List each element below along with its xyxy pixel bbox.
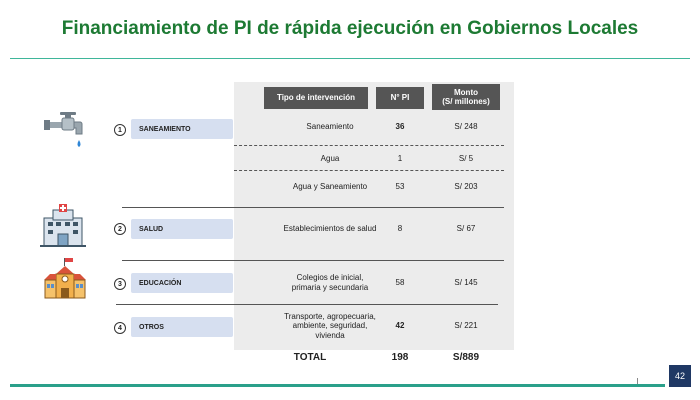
- page-number-badge: 42: [669, 365, 691, 387]
- school-icon: [44, 258, 86, 300]
- total-monto: S/889: [452, 352, 480, 363]
- hospital-icon: [40, 204, 86, 248]
- row-5-tipo-line1: Colegios de inicial,: [296, 273, 364, 283]
- row-divider-solid: [122, 207, 504, 208]
- row-divider-dashed: [234, 145, 504, 146]
- footer-tick: [637, 378, 638, 384]
- row-5-monto: S/ 145: [454, 278, 478, 288]
- row-divider-dashed: [234, 170, 504, 171]
- row-divider-solid: [116, 304, 498, 305]
- category-number-2: 2: [114, 223, 126, 235]
- row-4-tipo: Establecimientos de salud: [283, 224, 377, 234]
- row-divider-solid: [122, 260, 504, 261]
- slide-title: Financiamiento de PI de rápida ejecución en Gobiernos Locales: [61, 18, 639, 39]
- header-monto-line1: Monto: [454, 87, 478, 97]
- water-faucet-icon: [42, 112, 86, 160]
- header-monto: [432, 84, 500, 110]
- footer-divider: [10, 384, 665, 387]
- category-salud: SALUD: [131, 219, 233, 239]
- total-label: TOTAL: [293, 352, 327, 363]
- row-2-monto: S/ 5: [458, 154, 474, 164]
- row-1-monto: S/ 248: [454, 122, 478, 132]
- category-number-1: 1: [114, 124, 126, 136]
- category-saneamiento: SANEAMIENTO: [131, 119, 233, 139]
- category-educacion: EDUCACIÓN: [131, 273, 233, 293]
- header-tipo: Tipo de intervención: [264, 87, 368, 109]
- row-3-npi: 53: [395, 182, 405, 192]
- header-npi: N° PI: [376, 87, 424, 109]
- row-6-monto: S/ 221: [454, 321, 478, 331]
- row-5-tipo-line2: primaria y secundaria: [291, 283, 369, 292]
- row-1-tipo: Saneamiento: [306, 122, 354, 132]
- header-monto-line2: (S/ millones): [442, 97, 490, 106]
- row-6-tipo-line3: vivienda: [315, 330, 345, 340]
- row-4-monto: S/ 67: [456, 224, 476, 234]
- row-6-npi: 42: [395, 321, 405, 331]
- category-number-3: 3: [114, 278, 126, 290]
- row-3-tipo: Agua y Saneamiento: [292, 182, 368, 192]
- row-5-npi: 58: [395, 278, 405, 288]
- row-2-npi: 1: [397, 154, 403, 164]
- total-npi: 198: [391, 352, 409, 363]
- row-6-tipo-line1: Transporte, agropecuaria,: [284, 311, 376, 321]
- row-1-npi: 36: [395, 122, 405, 132]
- row-3-monto: S/ 203: [454, 182, 478, 192]
- row-6-tipo-line2: ambiente, seguridad,: [292, 321, 368, 331]
- row-4-npi: 8: [397, 224, 403, 234]
- category-number-4: 4: [114, 322, 126, 334]
- row-2-tipo: Agua: [320, 154, 340, 164]
- category-otros: OTROS: [131, 317, 233, 337]
- title-divider: [10, 58, 690, 59]
